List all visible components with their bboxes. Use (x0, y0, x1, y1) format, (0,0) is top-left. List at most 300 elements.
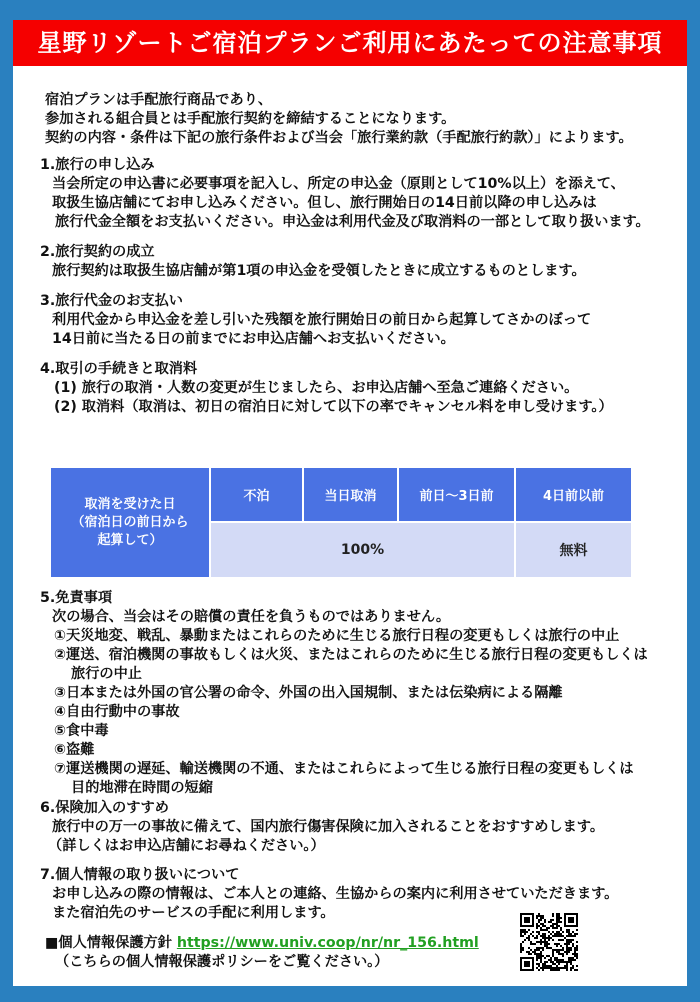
qr-module (552, 969, 554, 971)
qr-module (548, 965, 550, 967)
qr-module (524, 939, 526, 941)
qr-module (542, 923, 544, 925)
qr-module (560, 933, 562, 935)
qr-module (568, 951, 570, 953)
qr-module (560, 959, 562, 961)
qr-module (524, 929, 526, 931)
qr-module (558, 933, 560, 935)
qr-module (564, 967, 566, 969)
list-item: ⑦運送機関の遅延、輸送機関の不通、またはこれらによって生じる旅行日程の変更もしくは (54, 761, 634, 777)
section-2 (40, 243, 586, 281)
qr-module (560, 927, 562, 929)
qr-module (572, 931, 574, 933)
qr-module (552, 931, 554, 933)
qr-module (544, 919, 546, 921)
qr-module (520, 935, 522, 937)
qr-module (540, 923, 542, 925)
qr-module (548, 935, 550, 937)
qr-module (574, 955, 576, 957)
text-line: 次の場合、当会はその賠償の責任を負うものではありません。 (52, 609, 451, 625)
qr-module (558, 943, 560, 945)
qr-module (524, 961, 530, 967)
qr-module (558, 969, 560, 971)
qr-module (536, 953, 538, 955)
qr-module (568, 935, 570, 937)
text-line: 旅行契約は取扱生協店舗が第1項の申込金を受領したときに成立するものとします。 (52, 263, 586, 279)
qr-module (534, 943, 536, 945)
qr-module (576, 933, 578, 935)
qr-module (568, 933, 570, 935)
qr-module (520, 945, 522, 947)
qr-module (546, 937, 548, 939)
qr-module (566, 945, 568, 947)
qr-module (548, 959, 550, 961)
text-line: 旅行代金全額をお支払いください。申込金は利用代金及び取消料の一部として取り扱います。 (55, 214, 650, 230)
intro (45, 91, 633, 148)
qr-module (536, 947, 538, 949)
qr-module (522, 935, 524, 937)
qr-module (536, 967, 538, 969)
qr-module (530, 941, 532, 943)
qr-module (548, 955, 550, 957)
qr-module (552, 913, 554, 915)
qr-module (532, 935, 534, 937)
qr-module (548, 921, 550, 923)
qr-module (544, 941, 546, 943)
qr-module (546, 947, 548, 949)
qr-module (542, 929, 544, 931)
qr-module (530, 933, 532, 935)
qr-module (558, 935, 560, 937)
qr-module (566, 949, 568, 951)
qr-module (530, 943, 532, 945)
qr-module (544, 943, 546, 945)
qr-module (540, 955, 542, 957)
qr-module (568, 939, 570, 941)
qr-module (540, 929, 542, 931)
qr-module (552, 949, 554, 951)
qr-module (568, 947, 570, 949)
qr-module (566, 943, 568, 945)
qr-module (522, 947, 524, 949)
qr-module (560, 921, 562, 923)
qr-module (564, 965, 566, 967)
qr-module (570, 935, 572, 937)
qr-module (566, 935, 568, 937)
qr-module (544, 933, 546, 935)
qr-module (538, 915, 540, 917)
qr-module (556, 943, 558, 945)
qr-module (532, 931, 534, 933)
qr-module (536, 955, 538, 957)
qr-module (574, 953, 576, 955)
qr-module (552, 955, 554, 957)
qr-module (538, 919, 540, 921)
qr-module (554, 959, 556, 961)
qr-module (558, 963, 560, 965)
qr-module (566, 969, 568, 971)
column-header: 前日～3日前 (399, 468, 514, 521)
qr-module (572, 939, 574, 941)
qr-module (550, 969, 552, 971)
qr-module (534, 949, 536, 951)
qr-module (572, 935, 574, 937)
section-1 (40, 156, 650, 232)
qr-module (530, 953, 532, 955)
qr-module (520, 929, 522, 931)
qr-module (520, 951, 522, 953)
qr-module (550, 933, 552, 935)
qr-module (554, 923, 556, 925)
qr-module (536, 963, 538, 965)
qr-module (524, 933, 526, 935)
qr-module (556, 961, 558, 963)
qr-module (576, 955, 578, 957)
qr-module (572, 953, 574, 955)
list-item: ⑤食中毒 (54, 723, 109, 739)
section-3 (40, 292, 591, 349)
qr-module (560, 929, 562, 931)
qr-module (546, 961, 548, 963)
qr-module (564, 943, 566, 945)
qr-module (566, 953, 568, 955)
qr-module (536, 923, 538, 925)
column-header: 不泊 (211, 468, 302, 521)
qr-module (566, 963, 568, 965)
list-item: ①天災地変、戦乱、暴動またはこれらのために生じる旅行日程の変更もしくは旅行の中止 (54, 628, 620, 644)
section-4 (40, 360, 613, 417)
list-item: ②運送、宿泊機関の事故もしくは火災、またはこれらのために生じる旅行日程の変更もしくは (54, 647, 648, 663)
column-header: 当日取消 (304, 468, 397, 521)
qr-module (550, 919, 552, 921)
qr-module (542, 947, 544, 949)
qr-module (546, 955, 548, 957)
qr-module (552, 951, 554, 953)
qr-module (552, 919, 554, 921)
qr-module (576, 949, 578, 951)
section-5 (40, 589, 648, 798)
qr-module (552, 923, 554, 925)
qr-module (558, 931, 560, 933)
qr-module (552, 963, 554, 965)
qr-module (540, 915, 542, 917)
qr-module (576, 929, 578, 931)
qr-module (536, 925, 538, 927)
qr-module (576, 953, 578, 955)
qr-module (554, 963, 556, 965)
qr-module (558, 915, 560, 917)
qr-module (536, 959, 538, 961)
qr-module (522, 941, 524, 943)
qr-module (538, 953, 540, 955)
qr-module (536, 941, 538, 943)
qr-module (560, 967, 562, 969)
qr-module (544, 965, 546, 967)
qr-module (570, 957, 572, 959)
qr-module (544, 967, 546, 969)
qr-module (536, 917, 538, 919)
qr-module (544, 957, 546, 959)
qr-module (540, 951, 542, 953)
qr-module (528, 935, 530, 937)
page-title: 星野リゾートご宿泊プランご利用にあたっての注意事項 (13, 20, 687, 66)
qr-module (574, 951, 576, 953)
qr-module (546, 943, 548, 945)
qr-module (538, 921, 540, 923)
qr-module (550, 937, 552, 939)
qr-module (558, 913, 560, 915)
qr-module (544, 925, 546, 927)
qr-module (546, 929, 548, 931)
policy-link[interactable]: https://www.univ.coop/nr/nr_156.html (176, 935, 479, 951)
qr-module (540, 941, 542, 943)
qr-module (548, 943, 550, 945)
qr-module (566, 947, 568, 949)
qr-module (544, 929, 546, 931)
qr-module (560, 939, 562, 941)
qr-module (544, 961, 546, 963)
text-line: また宿泊先のサービスの手配に利用します。 (52, 905, 335, 921)
text-line: 取扱生協店舗にてお申し込みください。但し、旅行開始日の14日前以降の申し込みは (52, 195, 597, 211)
intro-line: 宿泊プランは手配旅行商品であり、 (45, 92, 273, 108)
text-line: 旅行中の万一の事故に備えて、国内旅行傷害保険に加入されることをおすすめします。 (52, 819, 605, 835)
list-item: 目的地滞在時間の短縮 (71, 780, 213, 796)
qr-module (558, 917, 560, 919)
qr-module (556, 951, 558, 953)
privacy-policy (45, 934, 479, 972)
intro-line: 契約の内容・条件は下記の旅行条件および当会「旅行業約款（手配旅行約款）」によります。 (45, 130, 633, 146)
qr-module (562, 931, 564, 933)
qr-module (566, 965, 568, 967)
section-6 (40, 799, 604, 856)
qr-module (564, 951, 566, 953)
qr-module (536, 949, 538, 951)
qr-module (544, 939, 546, 941)
qr-module (540, 939, 542, 941)
qr-module (554, 949, 556, 951)
qr-module (562, 967, 564, 969)
text-line: 当会所定の申込書に必要事項を記入し、所定の申込金（原則として10%以上）を添えて、 (52, 176, 625, 192)
qr-module (572, 945, 574, 947)
qr-module (550, 925, 552, 927)
qr-module (532, 943, 534, 945)
qr-module (556, 931, 558, 933)
qr-module (528, 939, 530, 941)
qr-module (534, 951, 536, 953)
qr-module (562, 935, 564, 937)
qr-module (542, 915, 544, 917)
qr-module (540, 959, 542, 961)
qr-module (538, 933, 540, 935)
qr-module (540, 917, 542, 919)
qr-module (556, 913, 558, 915)
section-heading: 5.免責事項 (40, 590, 113, 606)
qr-module (562, 939, 564, 941)
qr-module (564, 961, 566, 963)
qr-module (540, 957, 542, 959)
qr-module (550, 921, 552, 923)
qr-module (528, 937, 530, 939)
qr-code[interactable] (520, 913, 578, 971)
qr-module (538, 965, 540, 967)
list-item: 旅行の中止 (71, 666, 142, 682)
qr-module (530, 949, 532, 951)
qr-module (548, 937, 550, 939)
qr-module (556, 957, 558, 959)
qr-module (568, 929, 570, 931)
text-line: （詳しくはお申込店舗にお尋ねください。） (48, 838, 325, 854)
text-line: お申し込みの際の情報は、ご本人との連絡、生協からの案内に利用させていただきます。 (52, 886, 619, 902)
qr-module (572, 957, 574, 959)
qr-module (536, 937, 538, 939)
row-header-line: 取消を受けた日 (84, 496, 176, 512)
qr-module (558, 925, 560, 927)
qr-module (546, 967, 548, 969)
section-heading: 6.保険加入のすすめ (40, 800, 169, 816)
qr-module (544, 963, 546, 965)
qr-module (556, 915, 558, 917)
qr-module (556, 949, 558, 951)
qr-module (552, 961, 554, 963)
section-heading: 4.取引の手続きと取消料 (40, 361, 198, 377)
qr-module (528, 929, 530, 931)
qr-module (566, 967, 568, 969)
qr-module (538, 941, 540, 943)
qr-module (558, 949, 560, 951)
qr-module (552, 935, 554, 937)
qr-module (526, 937, 528, 939)
qr-module (538, 913, 540, 915)
qr-module (560, 949, 562, 951)
qr-module (572, 965, 574, 967)
qr-module (534, 953, 536, 955)
qr-module (542, 937, 544, 939)
qr-module (536, 915, 538, 917)
qr-module (576, 969, 578, 971)
qr-module (550, 965, 552, 967)
qr-module (570, 959, 572, 961)
qr-module (562, 953, 564, 955)
qr-module (558, 919, 560, 921)
policy-note: （こちらの個人情報保護ポリシーをご覧ください。） (55, 954, 389, 970)
qr-module (554, 943, 556, 945)
qr-module (556, 959, 558, 961)
qr-module (566, 939, 568, 941)
qr-module (524, 931, 526, 933)
qr-module (526, 951, 528, 953)
qr-module (546, 927, 548, 929)
qr-module (542, 925, 544, 927)
qr-module (524, 917, 530, 923)
qr-module (566, 961, 568, 963)
qr-module (542, 949, 544, 951)
qr-module (560, 961, 562, 963)
section-heading: 1.旅行の申し込み (40, 157, 155, 173)
qr-module (558, 951, 560, 953)
qr-module (560, 917, 562, 919)
text-line: 14日前に当たる日の前までにお申込店舗へお支払いください。 (52, 331, 455, 347)
qr-module (560, 935, 562, 937)
qr-module (570, 947, 572, 949)
qr-module (540, 935, 542, 937)
qr-module (554, 969, 556, 971)
qr-module (556, 935, 558, 937)
qr-module (542, 935, 544, 937)
qr-module (542, 967, 544, 969)
qr-module (568, 931, 570, 933)
qr-module (536, 927, 538, 929)
qr-module (552, 915, 554, 917)
qr-module (520, 931, 522, 933)
qr-module (552, 939, 554, 941)
qr-module (572, 967, 574, 969)
qr-module (556, 945, 558, 947)
qr-module (538, 947, 540, 949)
qr-module (570, 969, 572, 971)
qr-module (568, 949, 570, 951)
qr-module (540, 967, 542, 969)
qr-module (544, 935, 546, 937)
qr-module (522, 931, 524, 933)
qr-module (556, 921, 558, 923)
qr-module (554, 933, 556, 935)
qr-module (574, 969, 576, 971)
qr-module (520, 933, 522, 935)
qr-module (540, 947, 542, 949)
qr-module (548, 931, 550, 933)
qr-module (526, 931, 528, 933)
section-heading: 7.個人情報の取り扱いについて (40, 867, 240, 883)
qr-module (546, 965, 548, 967)
qr-module (562, 961, 564, 963)
qr-module (554, 957, 556, 959)
qr-module (556, 933, 558, 935)
list-item: ④自由行動中の事故 (54, 704, 180, 720)
qr-module (570, 961, 572, 963)
qr-module (576, 945, 578, 947)
qr-module (576, 947, 578, 949)
qr-module (542, 917, 544, 919)
qr-module (542, 933, 544, 935)
qr-module (554, 935, 556, 937)
qr-module (532, 951, 534, 953)
qr-module (548, 927, 550, 929)
qr-module (538, 963, 540, 965)
qr-module (550, 947, 552, 949)
text-line: (1) 旅行の取消・人数の変更が生じましたら、お申込店舗へ至急ご連絡ください。 (54, 380, 579, 396)
qr-module (538, 955, 540, 957)
qr-module (544, 937, 546, 939)
qr-module (566, 931, 568, 933)
qr-module (542, 941, 544, 943)
qr-module (538, 931, 540, 933)
qr-module (538, 925, 540, 927)
row-header-line: （宿泊日の前日から (71, 514, 189, 530)
intro-line: 参加される組合員とは手配旅行契約を締結することになります。 (45, 111, 456, 127)
qr-module (560, 953, 562, 955)
qr-module (520, 949, 522, 951)
qr-module (528, 947, 530, 949)
qr-module (558, 939, 560, 941)
qr-module (576, 941, 578, 943)
qr-module (566, 929, 568, 931)
qr-module (558, 921, 560, 923)
list-item: ⑥盗難 (54, 742, 95, 758)
qr-module (568, 941, 570, 943)
qr-module (544, 921, 546, 923)
row-header-line: 起算して） (97, 532, 163, 548)
text-line: (2) 取消料（取消は、初日の宿泊日に対して以下の率でキャンセル料を申し受けます。） (54, 399, 613, 415)
